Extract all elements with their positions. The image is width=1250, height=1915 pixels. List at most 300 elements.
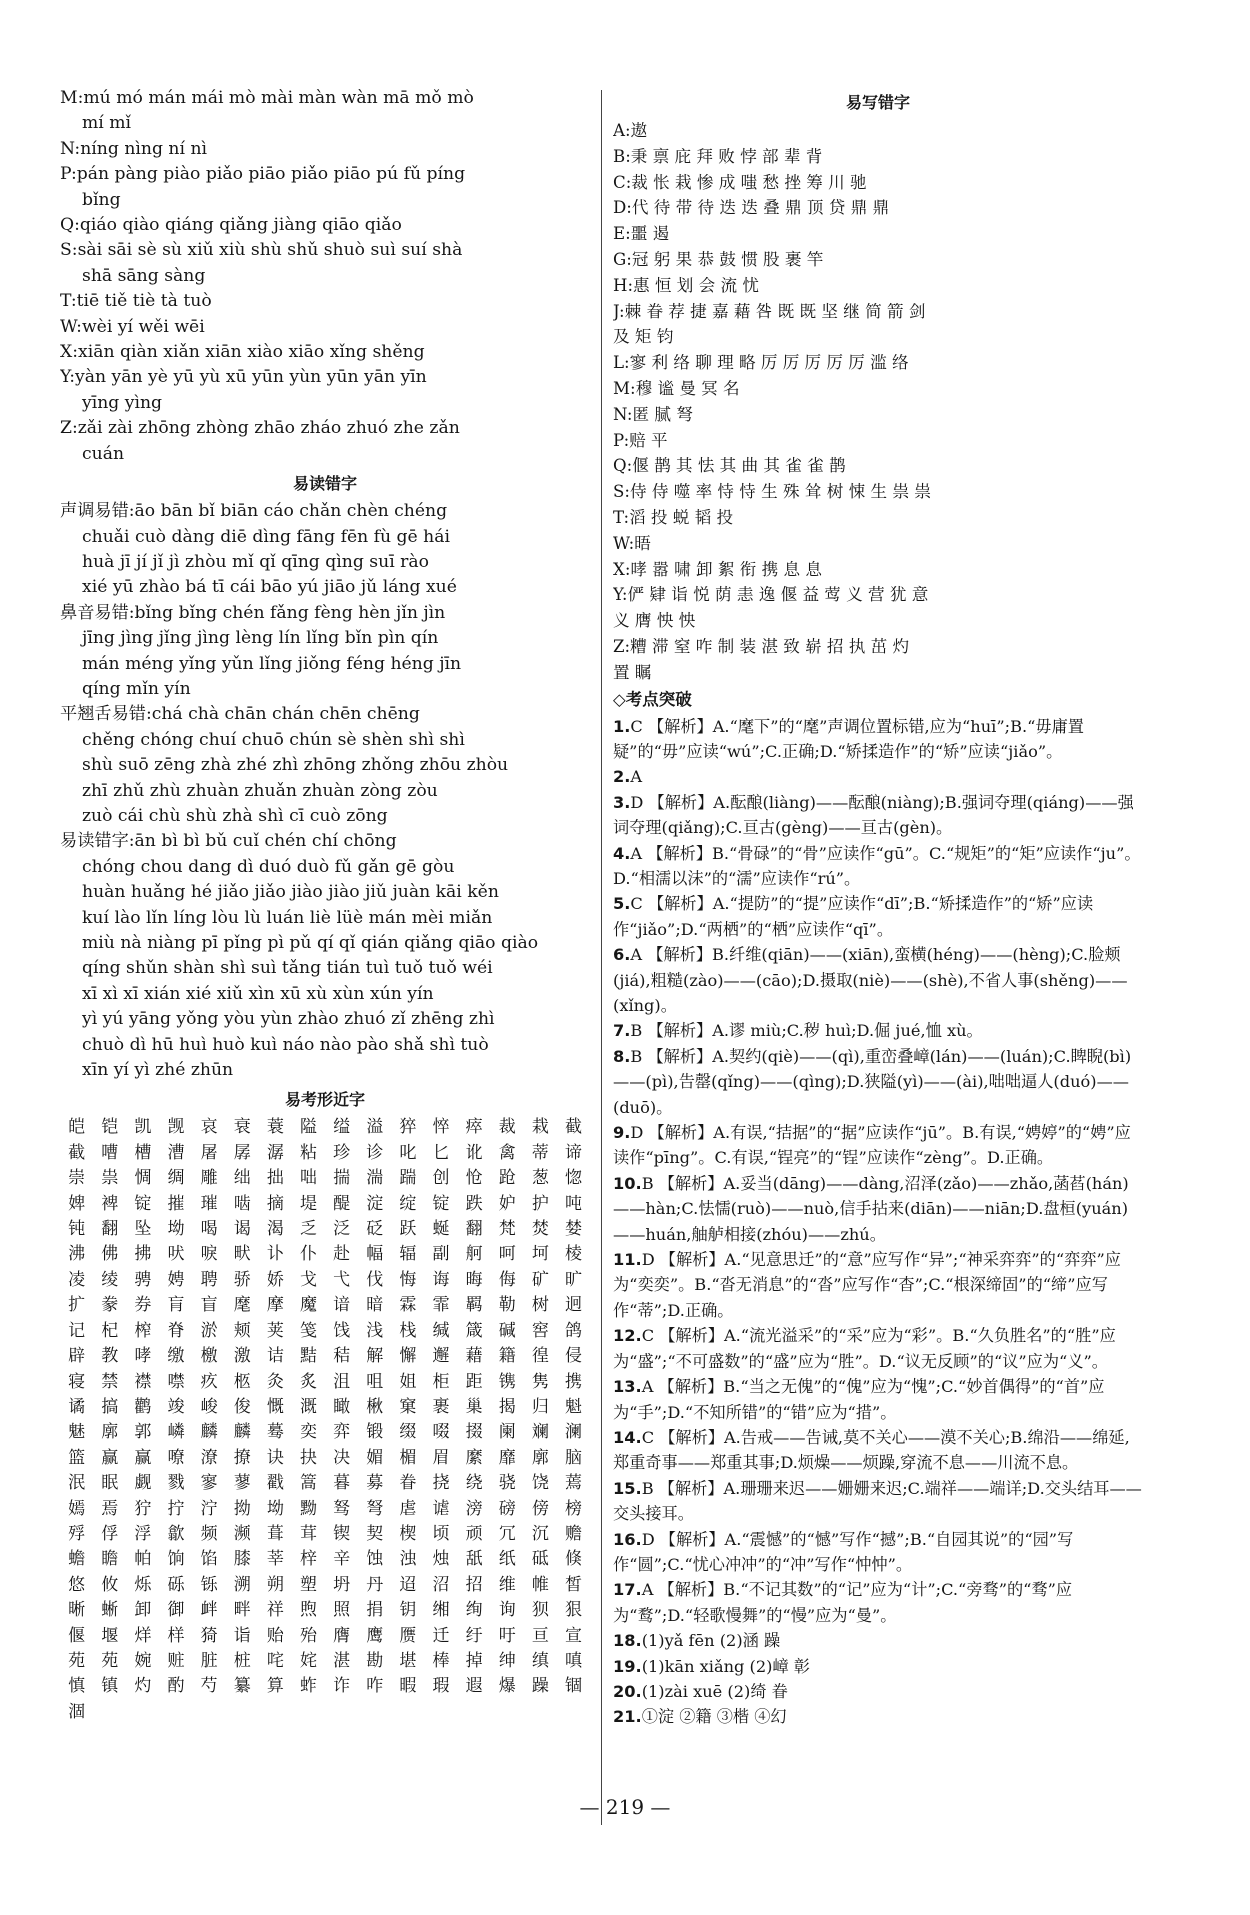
answer-number: 7.	[613, 1021, 631, 1041]
answer-text: A 【解析】B.“不记其数”的“记”应为“计”;C.“旁骛”的“骛”应为“鹜”;D.“轻歌慢舞”的“慢”应为“曼”。	[613, 1580, 1073, 1625]
char-cell: 携	[564, 1371, 582, 1392]
text-line: kuí lào lǐn líng lòu lù luán liè lüè mán mèi miǎn	[82, 907, 493, 928]
text-line: 及 矩 钧	[613, 327, 674, 347]
text-line: B:秉 禀 庇 拜 败 悖 部 辈 背	[613, 146, 823, 166]
char-cell: 解	[366, 1346, 384, 1367]
char-cell: 赡	[564, 1523, 582, 1544]
char-cell: 窖	[531, 1320, 549, 1341]
char-cell: 篮	[68, 1447, 86, 1468]
char-cell: 葺	[266, 1523, 284, 1544]
char-cell: 亘	[531, 1625, 549, 1646]
answer-number: 16.	[613, 1529, 642, 1549]
char-cell: 讹	[465, 1142, 483, 1163]
char-cell: 籍	[498, 1346, 516, 1367]
char-cell: 迢	[399, 1574, 417, 1595]
answer-item	[613, 1323, 1143, 1374]
char-cell: 镇	[101, 1676, 119, 1697]
char-cell: 揭	[498, 1396, 516, 1417]
char-cell: 狈	[531, 1600, 549, 1621]
char-cell: 赢	[101, 1447, 119, 1468]
char-cell: 吁	[498, 1625, 516, 1646]
char-cell: 贻	[266, 1625, 284, 1646]
char-cell: 缢	[333, 1117, 351, 1138]
char-cell: 询	[498, 1600, 516, 1621]
text-line: mí mǐ	[82, 113, 132, 134]
char-cell: 骄	[233, 1269, 251, 1290]
text-line: E:噩 遏	[613, 224, 670, 244]
char-cell: 悴	[432, 1117, 450, 1138]
char-cell: 蜥	[101, 1600, 119, 1621]
char-cell: 阑	[498, 1422, 516, 1443]
char-cell: 钥	[399, 1600, 417, 1621]
char-cell: 算	[266, 1676, 284, 1697]
pinyin-list	[60, 86, 590, 467]
section-heading-yixie: 易写错字	[845, 93, 910, 112]
char-cell: 匕	[432, 1142, 450, 1163]
char-cell: 拗	[233, 1498, 251, 1519]
char-cell: 猗	[200, 1625, 218, 1646]
char-cell: 拧	[167, 1498, 185, 1519]
char-cell: 箴	[465, 1320, 483, 1341]
char-cell: 凯	[134, 1117, 152, 1138]
char-cell: 宣	[564, 1625, 582, 1646]
text-line: P:pán pàng piào piǎo piāo piǎo piāo pú fǔ píng	[60, 164, 466, 185]
char-cell: 懈	[399, 1346, 417, 1367]
char-cell: 疚	[200, 1371, 218, 1392]
char-cell: 谒	[233, 1219, 251, 1240]
text-line: zuò cái chù shù zhà shì cī cuò zōng	[82, 805, 388, 826]
char-cell: 滂	[465, 1498, 483, 1519]
char-cell: 瞻	[101, 1549, 119, 1570]
char-cell: 眠	[101, 1473, 119, 1494]
text-line: M:mú mó mán mái mò mài màn wàn mā mǒ mò	[60, 88, 474, 108]
answer-item	[613, 1679, 1143, 1704]
char-cell: 坳	[266, 1498, 284, 1519]
char-cell: 遐	[465, 1676, 483, 1697]
answer-number: 9.	[613, 1123, 631, 1143]
char-cell: 嘈	[101, 1142, 119, 1163]
answer-number: 18.	[613, 1631, 642, 1651]
section-heading-xingjin: 易考形近字	[284, 1090, 365, 1110]
char-cell: 唳	[200, 1244, 218, 1265]
char-cell: 缀	[399, 1422, 417, 1443]
answer-text: D 【解析】A.酝酿(liàng)——酝酿(niàng);B.强词夺理(qiáng)——强词夺理(qiǎng);C.亘古(gèng)——亘古(gèn)。	[613, 792, 1134, 838]
char-cell: 跃	[399, 1219, 417, 1240]
answer-number: 15.	[613, 1478, 642, 1498]
char-cell: 秸	[333, 1346, 351, 1367]
char-cell: 跌	[465, 1193, 483, 1214]
char-cell: 浊	[399, 1549, 417, 1570]
char-cell: 攸	[101, 1574, 119, 1595]
char-cell: 蓑	[266, 1117, 284, 1138]
char-cell: 鸽	[564, 1320, 582, 1341]
answer-text: ①淀 ②籍 ③楷 ④幻	[641, 1707, 787, 1727]
xingjin-char-grid	[60, 1115, 590, 1725]
char-cell: 皑	[68, 1117, 86, 1138]
answer-number: 4.	[613, 843, 631, 863]
answer-item	[613, 1654, 1143, 1679]
char-cell: 俘	[101, 1523, 119, 1544]
char-cell: 踹	[399, 1168, 417, 1189]
text-line: miù nà niàng pī pǐng pì pǔ qí qǐ qián qiǎng qiāo qiào	[82, 933, 539, 953]
answer-text: A 【解析】B.“当之无傀”的“傀”应为“愧”;C.“妙首偶得”的“首”应为“手”;D.“不知所错”的“错”应为“措”。	[613, 1377, 1105, 1422]
char-cell: 婢	[68, 1193, 86, 1214]
char-cell: 崇	[68, 1168, 86, 1189]
char-cell: 砥	[531, 1549, 549, 1570]
char-cell: 摧	[167, 1193, 185, 1214]
text-line: Y:yàn yān yè yū yù xū yūn yùn yūn yān yīn	[60, 367, 427, 388]
text-line: xīn yí yì zhé zhūn	[82, 1060, 234, 1081]
char-cell: 襟	[134, 1371, 152, 1392]
char-cell: 縻	[465, 1447, 483, 1468]
char-cell: 撩	[233, 1447, 251, 1468]
char-cell: 镌	[498, 1371, 516, 1392]
char-cell: 晦	[465, 1269, 483, 1290]
char-cell: 噤	[167, 1371, 185, 1392]
char-cell: 频	[200, 1523, 218, 1544]
char-cell: 钝	[68, 1219, 86, 1240]
char-cell: 葱	[531, 1168, 549, 1189]
char-cell: 徨	[531, 1346, 549, 1367]
char-cell: 堤	[299, 1193, 317, 1214]
char-cell: 槽	[134, 1142, 152, 1163]
char-cell: 蚀	[366, 1549, 384, 1570]
char-cell: 塑	[299, 1574, 317, 1595]
char-cell: 梓	[299, 1549, 317, 1570]
char-cell: 眉	[432, 1447, 450, 1468]
answer-item	[613, 891, 1143, 942]
char-cell: 衰	[233, 1117, 251, 1138]
char-cell: 奕	[299, 1422, 317, 1443]
char-cell: 戮	[167, 1473, 185, 1494]
char-cell: 荚	[266, 1320, 284, 1341]
answer-text: A 【解析】B.“骨碌”的“骨”应读作“gū”。C.“规矩”的“矩”应读作“ju”。D.“相濡以沫”的“濡”应读作“rú”。	[613, 843, 1141, 888]
char-cell: 勒	[498, 1295, 516, 1316]
section-heading-kaodian: ◇考点突破	[613, 689, 692, 709]
char-cell: 绸	[167, 1168, 185, 1189]
char-cell: 禁	[101, 1371, 119, 1392]
char-cell: 弋	[333, 1269, 351, 1290]
char-cell: 绌	[233, 1168, 251, 1189]
char-cell: 砭	[366, 1219, 384, 1240]
char-cell: 创	[432, 1168, 450, 1189]
answer-item	[613, 841, 1143, 892]
text-line: Z:糟 滞 窒 咋 制 装 湛 致 崭 招 执 茁 灼	[613, 636, 910, 656]
char-cell: 勘	[366, 1650, 384, 1671]
char-cell: 幅	[366, 1244, 384, 1265]
char-cell: 骋	[134, 1269, 152, 1290]
char-cell: 沮	[333, 1371, 351, 1392]
char-cell: 酌	[167, 1676, 185, 1697]
char-cell: 芍	[200, 1676, 218, 1697]
char-cell: 绫	[101, 1269, 119, 1290]
char-cell: 慎	[68, 1676, 86, 1697]
char-cell: 苑	[101, 1650, 119, 1671]
char-cell: 溯	[233, 1574, 251, 1595]
text-line: yīng yìng	[82, 392, 163, 413]
answer-text: B 【解析】A.谬 miù;C.秽 huì;D.倔 jué,恤 xù。	[630, 1021, 983, 1041]
text-line: Z:zǎi zài zhōng zhòng zhāo zháo zhuó zhe zǎn	[60, 418, 460, 439]
char-cell: 诣	[233, 1625, 251, 1646]
answer-item	[613, 1044, 1143, 1120]
char-cell: 揣	[333, 1168, 351, 1189]
answer-number: 6.	[613, 945, 631, 965]
char-cell: 婉	[134, 1650, 152, 1671]
char-cell: 茸	[299, 1523, 317, 1544]
char-cell: 躁	[531, 1676, 549, 1697]
char-cell: 诊	[366, 1142, 384, 1163]
char-cell: 爆	[498, 1676, 516, 1697]
char-cell: 柩	[233, 1371, 251, 1392]
answer-item	[613, 764, 1143, 789]
char-cell: 鹳	[134, 1396, 152, 1417]
answer-number: 21.	[613, 1707, 642, 1727]
char-cell: 鹰	[366, 1625, 384, 1646]
text-line: Q:qiáo qiào qiáng qiǎng jiàng qiāo qiǎo	[60, 215, 402, 236]
char-cell: 殍	[68, 1523, 86, 1544]
char-cell: 泞	[200, 1498, 218, 1519]
char-cell: 麟	[200, 1422, 218, 1443]
char-cell: 泛	[333, 1219, 351, 1240]
char-cell: 棒	[432, 1650, 450, 1671]
text-line: shā sāng sàng	[82, 265, 206, 286]
char-cell: 树	[531, 1295, 549, 1316]
char-cell: 招	[465, 1574, 483, 1595]
char-cell: 砾	[167, 1574, 185, 1595]
char-cell: 黝	[299, 1498, 317, 1519]
char-cell: 脑	[564, 1447, 582, 1468]
char-cell: 瞰	[333, 1396, 351, 1417]
char-cell: 淀	[366, 1193, 384, 1214]
char-cell: 沼	[432, 1574, 450, 1595]
char-cell: 诲	[432, 1269, 450, 1290]
char-cell: 聘	[200, 1269, 218, 1290]
char-cell: 掉	[465, 1650, 483, 1671]
text-line: M:穆 谧 曼 冥 名	[613, 378, 740, 398]
answer-number: 11.	[613, 1250, 642, 1270]
char-cell: 缴	[167, 1346, 185, 1367]
char-cell: 虐	[399, 1498, 417, 1519]
char-cell: 吠	[167, 1244, 185, 1265]
char-cell: 淤	[200, 1320, 218, 1341]
char-cell: 杞	[101, 1320, 119, 1341]
answer-item	[613, 1704, 1143, 1729]
char-cell: 婪	[564, 1219, 582, 1240]
char-cell: 护	[531, 1193, 549, 1214]
char-cell: 肓	[167, 1295, 185, 1316]
char-cell: 蒂	[531, 1142, 549, 1163]
text-line: J:棘 眷 荐 捷 嘉 藉 咎 既 既 坚 继 简 箭 剑	[613, 301, 926, 321]
char-cell: 栈	[399, 1320, 417, 1341]
char-cell: 契	[366, 1523, 384, 1544]
char-cell: 溢	[366, 1117, 384, 1138]
char-cell: 颊	[233, 1320, 251, 1341]
char-cell: 饶	[531, 1473, 549, 1494]
char-cell: 顷	[432, 1523, 450, 1544]
char-cell: 濒	[233, 1523, 251, 1544]
char-cell: 决	[333, 1447, 351, 1468]
section-heading-yidu: 易读错字	[292, 474, 357, 494]
text-line: mán méng yǐng yǔn lǐng jiǒng féng héng jīn	[82, 653, 462, 674]
char-cell: 堪	[399, 1650, 417, 1671]
char-cell: 咄	[299, 1168, 317, 1189]
char-cell: 烛	[432, 1549, 450, 1570]
char-cell: 侮	[498, 1269, 516, 1290]
text-line: 易读错字:ān bì bì bǔ cuǐ chén chí chōng	[60, 831, 397, 852]
char-cell: 畎	[233, 1244, 251, 1265]
char-cell: 绕	[465, 1473, 483, 1494]
text-line: 义 膺 怏 怏	[613, 611, 696, 631]
char-cell: 啮	[233, 1193, 251, 1214]
text-line: 置 瞩	[613, 662, 652, 682]
char-cell: 殆	[299, 1625, 317, 1646]
char-cell: 姹	[299, 1650, 317, 1671]
char-cell: 梵	[498, 1219, 516, 1240]
char-cell: 摘	[266, 1193, 284, 1214]
char-cell: 归	[531, 1396, 549, 1417]
char-cell: 挠	[432, 1473, 450, 1494]
char-cell: 辐	[399, 1244, 417, 1265]
char-cell: 慨	[266, 1396, 284, 1417]
char-cell: 桩	[233, 1650, 251, 1671]
text-line: zhī zhǔ zhù zhuàn zhuǎn zhuàn zòng zòu	[82, 780, 438, 801]
answer-text: (1)zài xuē (2)绮 眷	[641, 1681, 788, 1701]
answer-number: 19.	[613, 1656, 642, 1676]
answer-number: 20.	[613, 1681, 642, 1701]
char-cell: 饷	[167, 1549, 185, 1570]
char-cell: 俊	[233, 1396, 251, 1417]
char-cell: 皙	[564, 1574, 582, 1595]
char-cell: 衅	[200, 1600, 218, 1621]
char-cell: 铄	[200, 1574, 218, 1595]
answer-item	[613, 1476, 1143, 1527]
char-cell: 藉	[465, 1346, 483, 1367]
answer-item	[613, 942, 1143, 1018]
char-cell: 霖	[399, 1295, 417, 1316]
char-cell: 冗	[498, 1523, 516, 1544]
answer-text: (1)yǎ fēn (2)涵 躁	[641, 1631, 781, 1651]
text-line: X:哮 嚣 啸 卸 絮 衔 携 息 息	[613, 559, 822, 579]
answer-item	[613, 790, 1143, 841]
char-cell: 泯	[68, 1473, 86, 1494]
answer-text: A	[630, 767, 643, 787]
answer-item	[613, 1577, 1143, 1628]
char-cell: 御	[167, 1600, 185, 1621]
char-cell: 截	[68, 1142, 86, 1163]
char-cell: 楔	[399, 1523, 417, 1544]
char-cell: 湛	[333, 1650, 351, 1671]
char-cell: 讣	[266, 1244, 284, 1265]
text-line: bǐng	[82, 189, 121, 210]
char-cell: 霏	[432, 1295, 450, 1316]
answer-number: 8.	[613, 1046, 631, 1066]
text-line: G:冠 躬 果 恭 鼓 惯 股 裹 竿	[613, 249, 824, 269]
char-cell: 猝	[399, 1117, 417, 1138]
char-cell: 羁	[465, 1295, 483, 1316]
char-cell: 诀	[266, 1447, 284, 1468]
text-line: qíng mǐn yín	[82, 678, 191, 699]
char-cell: 瑕	[432, 1676, 450, 1697]
char-cell: 妒	[498, 1193, 516, 1214]
char-cell: 绽	[399, 1193, 417, 1214]
char-cell: 瘁	[465, 1117, 483, 1138]
char-cell: 坳	[167, 1219, 185, 1240]
char-cell: 璀	[200, 1193, 218, 1214]
char-cell: 矿	[531, 1269, 549, 1290]
char-cell: 磅	[498, 1498, 516, 1519]
char-cell: 畔	[233, 1600, 251, 1621]
char-cell: 魅	[68, 1422, 86, 1443]
answer-item	[613, 1018, 1143, 1043]
char-cell: 蜒	[432, 1219, 450, 1240]
char-cell: 廓	[531, 1447, 549, 1468]
char-cell: 赴	[333, 1244, 351, 1265]
char-cell: 坍	[333, 1574, 351, 1595]
char-cell: 暮	[333, 1473, 351, 1494]
answer-text: (1)kān xiǎng (2)嶂 彰	[641, 1656, 810, 1676]
char-cell: 裹	[432, 1396, 450, 1417]
char-cell: 谑	[432, 1498, 450, 1519]
char-cell: 伐	[366, 1269, 384, 1290]
char-cell: 记	[68, 1320, 86, 1341]
char-cell: 麟	[233, 1422, 251, 1443]
text-line: chóng chou dang dì duó duò fǔ gǎn gē gòu	[82, 856, 455, 877]
answer-number: 2.	[613, 767, 631, 787]
char-cell: 哮	[134, 1346, 152, 1367]
char-cell: 裁	[498, 1117, 516, 1138]
char-cell: 缜	[531, 1650, 549, 1671]
char-cell: 样	[167, 1625, 185, 1646]
answer-list	[613, 714, 1143, 1730]
text-line: A:遨	[613, 121, 648, 140]
char-cell: 沉	[531, 1523, 549, 1544]
text-line: chuò dì hū huì huò kuì náo nào pào shǎ shì tuò	[82, 1034, 489, 1055]
char-cell: 摩	[266, 1295, 284, 1316]
char-cell: 嶙	[167, 1422, 185, 1443]
char-cell: 觑	[134, 1473, 152, 1494]
char-cell: 姐	[399, 1371, 417, 1392]
char-cell: 咤	[266, 1650, 284, 1671]
char-cell: 苑	[68, 1650, 86, 1671]
text-line: huàn huǎng hé jiǎo jiǎo jiào jiào jiǔ juàn kāi kěn	[82, 882, 499, 903]
char-cell: 竣	[167, 1396, 185, 1417]
char-cell: 焚	[531, 1219, 549, 1240]
char-cell: 邂	[432, 1346, 450, 1367]
char-cell: 蓼	[233, 1473, 251, 1494]
char-cell: 拙	[266, 1168, 284, 1189]
column-divider	[601, 90, 602, 1825]
char-cell: 锭	[134, 1193, 152, 1214]
char-cell: 啜	[432, 1422, 450, 1443]
char-cell: 隽	[531, 1371, 549, 1392]
char-cell: 骁	[498, 1473, 516, 1494]
char-cell: 嘹	[167, 1447, 185, 1468]
char-cell: 搞	[101, 1396, 119, 1417]
char-cell: 赃	[167, 1650, 185, 1671]
char-cell: 窠	[399, 1396, 417, 1417]
char-cell: 娇	[266, 1269, 284, 1290]
char-cell: 距	[465, 1371, 483, 1392]
answer-number: 13.	[613, 1377, 642, 1397]
char-cell: 栽	[531, 1117, 549, 1138]
char-cell: 浮	[134, 1523, 152, 1544]
char-cell: 谙	[333, 1295, 351, 1316]
char-cell: 弩	[366, 1498, 384, 1519]
text-line: N:níng nìng ní nì	[60, 138, 208, 159]
char-cell: 廓	[101, 1422, 119, 1443]
char-cell: 戈	[299, 1269, 317, 1290]
answer-text: D 【解析】A.“震憾”的“憾”写作“撼”;B.“自园其说”的“园”写作“圆”;C.“忧心冲冲”的“冲”写作“忡忡”。	[613, 1529, 1074, 1574]
